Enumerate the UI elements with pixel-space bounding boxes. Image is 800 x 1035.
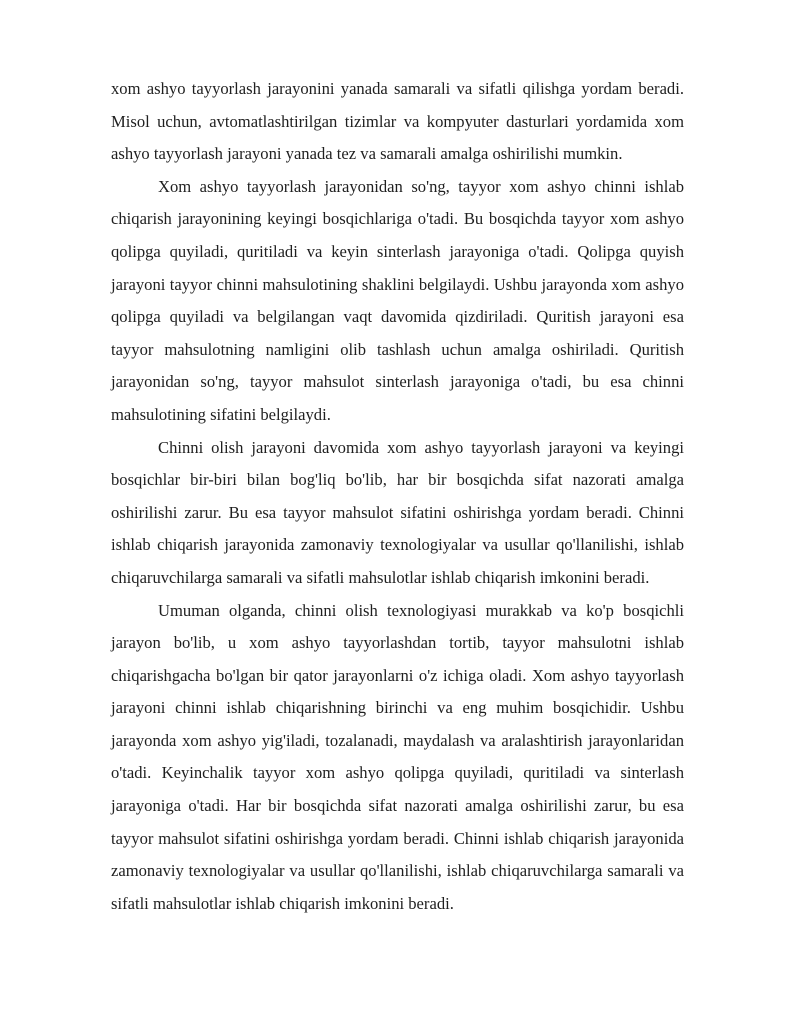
paragraph-summary: Umuman olganda, chinni olish texnologiyasi murakkab va ko'p bosqichli jarayon bo'lib, u xom ashyo tayyorlashdan tortib, tayyor mahsulotni ishlab chiqarishgacha bo'lgan bir qator jarayonlarni o'z ichiga oladi. Xom ashyo tayyorlash jarayoni chinni ishlab chiqarishning birinchi va eng muhim bosqichidir. Ushbu jarayonda xom ashyo yig'iladi, tozalanadi, maydalash va aralashtirish jarayonlaridan o'tadi. Keyinchalik tayyor xom ashyo qolipga quyiladi, quritiladi va sinterlash jarayoniga o'tadi. Har bir bosqichda sifat nazorati amalga oshirilishi zarur, bu esa tayyor mahsulot sifatini oshirishga yordam beradi. Chinni ishlab chiqarish jarayonida zamonaviy texnologiyalar va usullar qo'llanilishi, ishlab chiqaruvchilarga samarali va sifatli mahsulotlar ishlab chiqarish imkonini beradi. [111, 600, 684, 913]
paragraph-continuation: xom ashyo tayyorlash jarayonini yanada samarali va sifatli qilishga yordam beradi. Misol uchun, avtomatlashtirilgan tizimlar va kompyuter dasturlari yordamida xom ashyo tayyorlash jarayoni yanada tez va samarali amalga oshirilishi mumkin. [111, 79, 684, 164]
paragraph-quality-control: Chinni olish jarayoni davomida xom ashyo tayyorlash jarayoni va keyingi bosqichlar bir-biri bilan bog'liq bo'lib, har bir bosqichda sifat nazorati amalga oshirilishi zarur. Bu esa tayyor mahsulot sifatini oshirishga yordam beradi. Chinni ishlab chiqarish jarayonida zamonaviy texnologiyalar va usullar qo'llanilishi, ishlab chiqaruvchilarga samarali va sifatli mahsulotlar ishlab chiqarish imkonini beradi. [111, 437, 684, 587]
document-body [111, 73, 684, 920]
paragraph-process-stages: Xom ashyo tayyorlash jarayonidan so'ng, tayyor xom ashyo chinni ishlab chiqarish jarayonining keyingi bosqichlariga o'tadi. Bu bosqichda tayyor xom ashyo qolipga quyiladi, quritiladi va keyin sinterlash jarayoniga o'tadi. Qolipga quyish jarayoni tayyor chinni mahsulotining shaklini belgilaydi. Ushbu jarayonda xom ashyo qolipga quyiladi va belgilangan vaqt davomida qizdiriladi. Quritish jarayoni esa tayyor mahsulotning namligini olib tashlash uchun amalga oshiriladi. Quritish jarayonidan so'ng, tayyor mahsulot sinterlash jarayoniga o'tadi, bu esa chinni mahsulotining sifatini belgilaydi. [111, 176, 684, 424]
